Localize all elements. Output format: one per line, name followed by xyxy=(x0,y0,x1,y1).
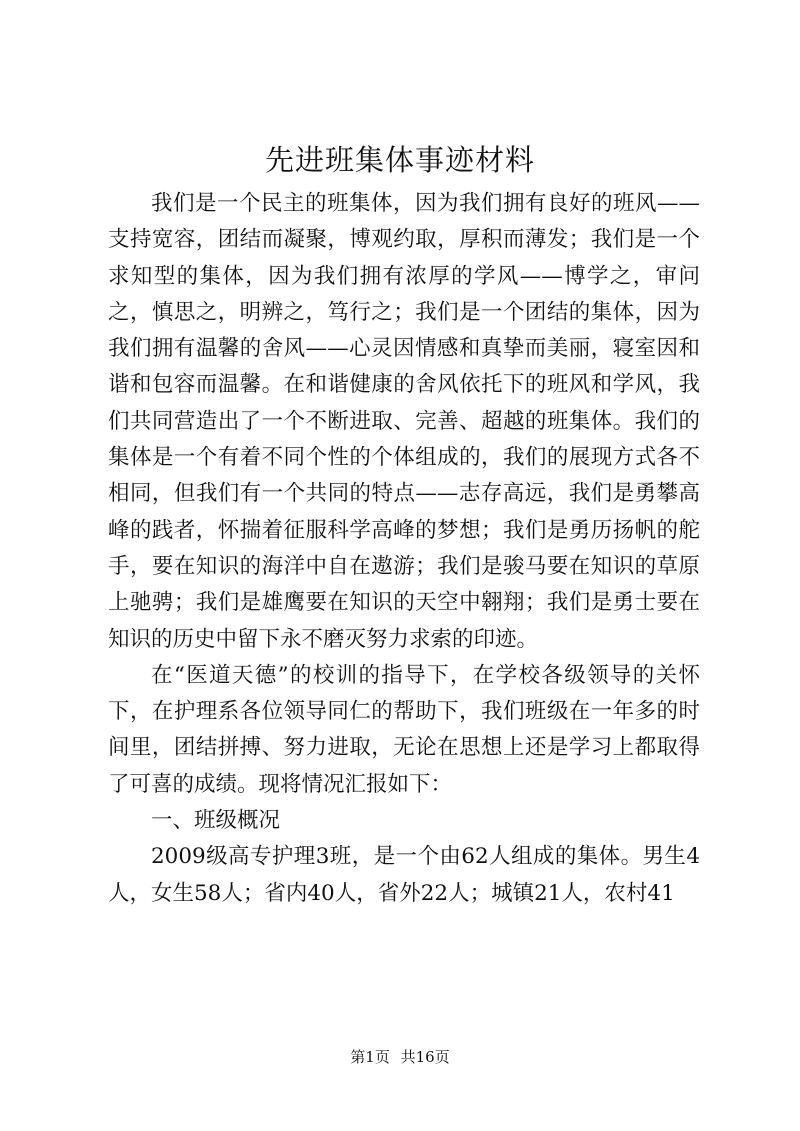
page-footer xyxy=(0,1047,800,1067)
page-number: 第1页 xyxy=(350,1048,390,1066)
document-body xyxy=(108,186,700,912)
page-total: 共16页 xyxy=(400,1048,450,1066)
paragraph-class-spirit: 我们是一个民主的班集体，因为我们拥有良好的班风——支持宽容，团结而凝聚，博观约取，厚积而薄发；我们是一个求知型的集体，因为我们拥有浓厚的学风——博学之，审问之，慎思之，明辨之，笃行之；我们是一个团结的集体，因为我们拥有温馨的舍风——心灵因情感和真挚而美丽，寝室因和谐和包容而温馨。在和谐健康的舍风依托下的班风和学风，我们共同营造出了一个不断进取、完善、超越的班集体。我们的集体是一个有着不同个性的个体组成的，我们的展现方式各不相同，但我们有一个共同的特点——志存高远，我们是勇攀高峰的践者，怀揣着征服科学高峰的梦想；我们是勇历扬帆的舵手，要在知识的海洋中自在遨游；我们是骏马要在知识的草原上驰骋；我们是雄鹰要在知识的天空中翱翔；我们是勇士要在知识的历史中留下永不磨灭努力求索的印迹。 xyxy=(108,191,700,652)
section-heading-class-overview: 一、班级概况 xyxy=(151,808,281,834)
page-title: 先进班集体事迹材料 xyxy=(264,143,535,177)
paragraph-class-overview: 2009级高专护理3班，是一个由62人组成的集体。男生4人，女生58人；省内40人，省外22人；城镇21人，农村41 xyxy=(108,844,700,906)
paragraph-achievements-intro: 在“医道天德”的校训的指导下，在学校各级领导的关怀下，在护理系各位领导同仁的帮助下，我们班级在一年多的时间里，团结拼搏、努力进取，无论在思想上还是学习上都取得了可喜的成绩。现将情况汇报如下： xyxy=(108,662,700,797)
